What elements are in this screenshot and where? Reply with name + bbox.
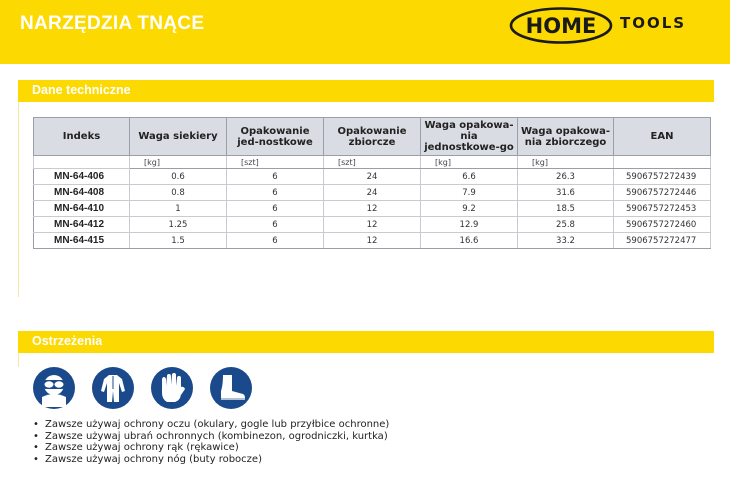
column-header: Opakowanie jed-nostkowe [227, 118, 324, 156]
table-cell: 5906757272446 [614, 185, 711, 201]
table-row [34, 233, 711, 249]
index-cell: MN-64-408 [34, 185, 130, 201]
page-title: NARZĘDZIA TNĄCE [20, 13, 205, 34]
logo-home-text: HOME [525, 14, 597, 38]
table-cell: 6 [227, 201, 324, 217]
foot-protection-icon [210, 367, 252, 409]
table-cell: 12 [324, 201, 421, 217]
unit-cell: [kg] [518, 156, 614, 169]
list-item: • Zawsze używaj ubrań ochronnych (kombinezon, ogrodniczki, kurtka) [33, 431, 389, 443]
unit-cell: [szt] [227, 156, 324, 169]
warnings-section-title: Ostrzeżenia [32, 334, 103, 348]
column-header: Indeks [34, 118, 130, 156]
table-cell: 5906757272477 [614, 233, 711, 249]
table-cell: 6 [227, 185, 324, 201]
home-logo [508, 6, 614, 45]
table-cell: 6.6 [421, 169, 518, 185]
table-cell: 12 [324, 217, 421, 233]
table-row [34, 185, 711, 201]
table-cell: 33.2 [518, 233, 614, 249]
table-cell: 1 [130, 201, 227, 217]
table-cell: 5906757272460 [614, 217, 711, 233]
table-row [34, 201, 711, 217]
eye-protection-icon [33, 367, 75, 409]
table-row [34, 169, 711, 185]
index-cell: MN-64-410 [34, 201, 130, 217]
unit-cell: [kg] [130, 156, 227, 169]
units-row [34, 156, 711, 169]
protective-clothing-icon [92, 367, 134, 409]
table-cell: 24 [324, 169, 421, 185]
unit-cell: [kg] [421, 156, 518, 169]
table-cell: 9.2 [421, 201, 518, 217]
table-row [34, 217, 711, 233]
hand-protection-icon [151, 367, 193, 409]
index-cell: MN-64-412 [34, 217, 130, 233]
logo-tools-text: TOOLS [620, 14, 687, 32]
tech-section-header [18, 80, 714, 102]
index-cell: MN-64-415 [34, 233, 130, 249]
list-item: • Zawsze używaj ochrony oczu (okulary, gogle lub przyłbice ochronne) [33, 419, 389, 431]
warnings-section-border [18, 353, 19, 367]
tech-table [33, 117, 711, 249]
column-header: EAN [614, 118, 711, 156]
unit-cell [614, 156, 711, 169]
unit-cell [34, 156, 130, 169]
warnings-list [33, 419, 389, 465]
table-cell: 6 [227, 233, 324, 249]
column-header: Waga opakowa-nia zbiorczego [518, 118, 614, 156]
table-cell: 18.5 [518, 201, 614, 217]
table-cell: 26.3 [518, 169, 614, 185]
tech-section-border [18, 102, 19, 297]
table-cell: 31.6 [518, 185, 614, 201]
table-cell: 6 [227, 169, 324, 185]
table-cell: 1.25 [130, 217, 227, 233]
table-cell: 12.9 [421, 217, 518, 233]
table-cell: 0.8 [130, 185, 227, 201]
column-header: Waga opakowa-nia jednostkowe-go [421, 118, 518, 156]
list-item: • Zawsze używaj ochrony nóg (buty robocze) [33, 454, 389, 466]
table-cell: 16.6 [421, 233, 518, 249]
column-header: Opakowanie zbiorcze [324, 118, 421, 156]
table-cell: 5906757272453 [614, 201, 711, 217]
table-cell: 12 [324, 233, 421, 249]
warnings-section-header [18, 331, 714, 353]
header-bar [0, 0, 730, 64]
table-cell: 5906757272439 [614, 169, 711, 185]
table-cell: 25.8 [518, 217, 614, 233]
table-cell: 0.6 [130, 169, 227, 185]
tech-section-title: Dane techniczne [32, 83, 131, 97]
unit-cell: [szt] [324, 156, 421, 169]
table-header-row [34, 118, 711, 156]
index-cell: MN-64-406 [34, 169, 130, 185]
list-item: • Zawsze używaj ochrony rąk (rękawice) [33, 442, 389, 454]
table-cell: 7.9 [421, 185, 518, 201]
column-header: Waga siekiery [130, 118, 227, 156]
table-cell: 1.5 [130, 233, 227, 249]
table-cell: 24 [324, 185, 421, 201]
table-cell: 6 [227, 217, 324, 233]
